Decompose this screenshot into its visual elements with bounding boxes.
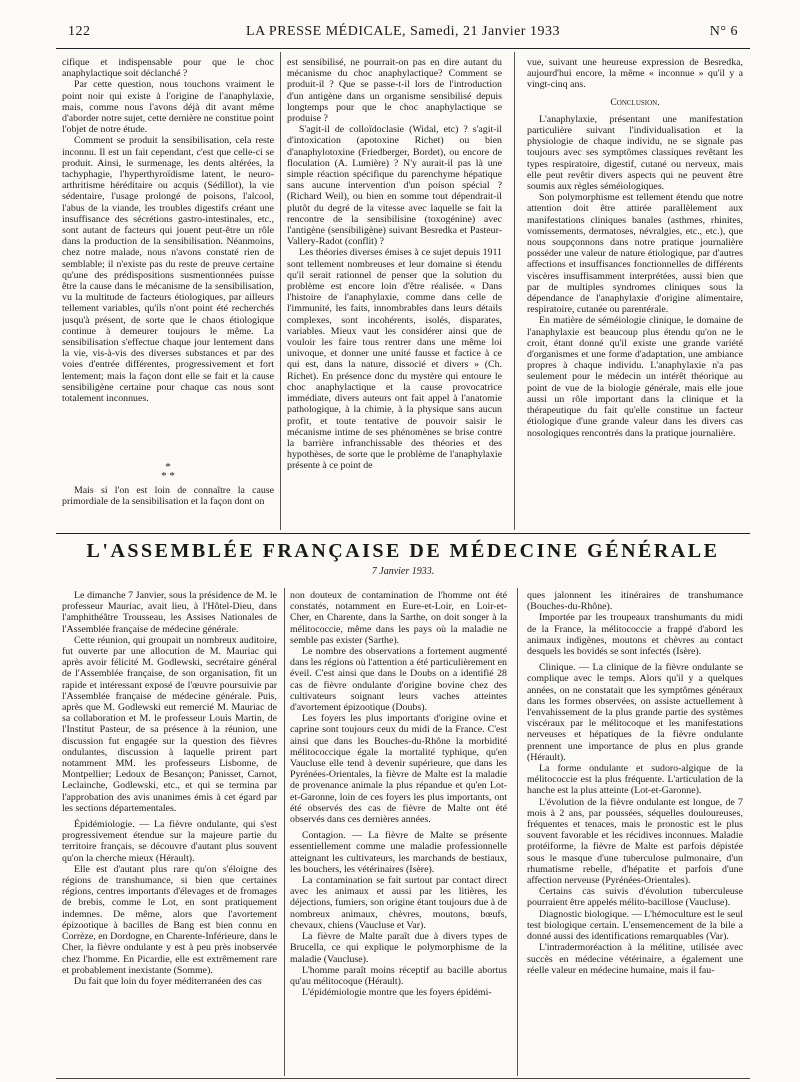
paragraph: La contamination se fait surtout par contact direct avec les animaux et aussi par les litières, les déjections, fumiers, son origine étant toujours due à de nombreux animaux, chèvres, moutons, bœufs, chevaux, chiens (Vaucluse et Var). xyxy=(290,875,507,931)
journal-title: LA PRESSE MÉDICALE, Samedi, 21 Janvier 1933 xyxy=(246,24,560,39)
paragraph: L'anaphylaxie, présentant une manifestation particulière suivant l'individualisation et la physiologie de chaque individu, ne se signale pas toujours avec ses symptômes classiques revêtant les types respiratoire, digestif, cutané ou nerveux, mais elle peut revêtir divers aspects qui ne peuvent être soumis aux règles séméiologiques. xyxy=(527,113,743,193)
paragraph: Par cette question, nous touchons vraiment le point noir qui existe à l'origine de l'anaphylaxie, mais, comme nous l'avons déjà dit avant même d'aborder notre sujet, cette dernière ne constitue point l'objet de notre étude. xyxy=(62,79,274,136)
paragraph: non douteux de contamination de l'homme ont été constatés, notamment en Eure-et-Loir, en Loir-et-Cher, en Charente, dans la Sarthe, on doit songer à la mélitococcie, même dans les pays où la maladie ne semble pas exister (Sarthe). xyxy=(290,590,507,646)
paragraph: Comment se produit la sensibilisation, cela reste inconnu. Il est un fait cependant, c'est que celle-ci se produit. Ainsi, le surmenage, les dents altérées, la tachyphagie, l'hyperthyroïdisme latent, le neuro-arthritisme héréditaire ou acquis (Sédillot), la vie sédentaire, l'usage prolongé de poisons, l'alcool, l'abus de la viande, les troubles digestifs créant une insuffisance des sécrétions gastro-intestinales, etc., sont autant de facteurs qui jouent peut-être un rôle dans la production de la sensibilisation. Néanmoins, chez notre malade, nous n'avons constaté rien de semblable; il n'existe pas du reste de preuve certaine qu'une des prédispositions susmentionnées puisse être la cause dans le mécanisme de la sensibilisation, vu la multitude de facteurs étiologiques, par ailleurs tellement variables, qu'ils n'ont point été recherchés jusqu'à présent, de sorte que le chaos étiologique continue à demeurer toujours le même. La sensibilisation s'effectue chaque jour lentement dans la vie, vis-à-vis des diverses substances et par des voies d'entrée différentes, progressivement et fort lentement; mais la façon dont elle se fait et la cause sensibiligène certaine pour chaque cas nous sont totalement inconnues. xyxy=(62,135,274,405)
paragraph: Le nombre des observations a fortement augmenté dans les régions où l'attention a été particulièrement en éveil. C'est ainsi que dans le Doubs on a identifié 28 cas de fièvre ondulante d'origine bovine chez des cultivateurs soignant leurs vaches atteintes d'avortement épizootique (Doubs). xyxy=(290,646,507,714)
article-title: L'ASSEMBLÉE FRANÇAISE DE MÉDECINE GÉNÉRALE xyxy=(86,540,720,562)
paragraph: vue, suivant une heureuse expression de Besredka, aujourd'hui encore, la même « inconnue » qu'il y a vingt-cinq ans. xyxy=(527,57,743,91)
paragraph: Elle est d'autant plus rare qu'on s'éloigne des régions de transhumance, si bien que certaines régions, centres importants d'élevages et de fromages de brebis, comme le Lot, en sont pratiquement indemnes. De même, alors que l'avortement épizootique à bacilles de Bang est bien connu en Corrèze, en Dordogne, en Charente-Inférieure, dans le Cher, la fièvre ondulante y est à peu près inobservée chez l'homme. En Picardie, elle est extrêmement rare et probablement inexistante (Somme). xyxy=(62,863,277,976)
paragraph: Clinique. — La clinique de la fièvre ondulante se complique avec le temps. Alors qu'il y a quelques années, on ne constatait que les symptômes généraux dans les formes observées, on assiste actuellement à l'envahissement de la plus grande partie des systèmes viscéraux par le mélitocoque et les manifestations nerveuses et hépatiques de la fièvre ondulante prennent une importance de plus en plus grande (Hérault). xyxy=(527,662,743,763)
paragraph: Le dimanche 7 Janvier, sous la présidence de M. le professeur Mauriac, avait lieu, à l'Hôtel-Dieu, dans l'amphithéâtre Trousseau, les Assises Nationales de l'Assemblée française de médecine générale. xyxy=(62,590,277,635)
column-divider xyxy=(517,588,518,1076)
paragraph: cifique et indispensable pour que le choc anaphylactique soit déclanché ? xyxy=(62,57,274,80)
paragraph: L'intradermoréaction à la mélitine, utilisée avec succès en médecine vétérinaire, a également une réelle valeur en médecine humaine, mais il fau- xyxy=(527,942,743,976)
column-divider xyxy=(284,588,285,1076)
paragraph: Les théories diverses émises à ce sujet depuis 1911 sont tellement nombreuses et leur domaine si étendu qu'il serait rationnel de penser que la solution du problème est encore loin d'être réalisée. « Dans l'histoire de l'anaphylaxie, comme dans celle de l'immunité, les faits, innombrables dans leurs détails complexes, sont incohérents, isolés, disparates, variables. Mieux vaut les considérer ainsi que de vouloir les faire tous rentrer dans une même loi univoque, et donner une unité fausse et factice à ce qui est, dans la nature, dissocié et divers » (Ch. Richet). En présence donc du mystère qui entoure le choc anaphylactique et la cause provocatrice immédiate, divers auteurs ont fait appel à l'anatomie pathologique, à la chimie, à la physique sans aucun profit, et toute tentative de pouvoir saisir le mécanisme intime de ses phénomènes se brise contre la barrière infranchissable des théories et des hypothèses, de sorte que le problème de l'anaphylaxie présente à ce point de xyxy=(287,247,502,472)
paragraph: En matière de séméiologie clinique, le domaine de l'anaphylaxie est beaucoup plus étendu qu'on ne le croit, étant donné qu'il existe une grande variété d'organismes et une forme d'adaptation, une ambiance propres à chaque individu. L'anaphylaxie n'a pas seulement pour le médecin un intérêt théorique au point de vue de la biologie générale, mais elle joue aussi un rôle important dans la clinique et la thérapeutique du fait qu'elle constitue un facteur étiologique d'une grande valeur dans les divers cas nosologiques rencontrés dans la pratique journalière. xyxy=(527,315,743,439)
paragraph: S'agit-il de colloïdoclasie (Widal, etc) ? s'agit-il d'intoxication (apotoxine Richet) ou bien d'anaphylotoxine (Friedberger, Bordet), ou encore de floculation (A. Lumière) ? N'y aurait-il pas là une simple réaction spécifique du parenchyme hépatique sans aucune intervention d'un poison spécial ? (Richard Weil), ou bien en somme tout dépendrait-il plutôt du degré de la vitesse avec laquelle se fait la rencontre de la sensibilisine (toxogénine) avec l'antigène (sensibiligène) suivant Besredka et Pasteur-Vallery-Radot (conflit) ? xyxy=(287,124,502,248)
paragraph: ques jalonnent les itinéraires de transhumance (Bouches-du-Rhône). xyxy=(527,590,743,613)
paragraph: Certains cas suivis d'évolution tuberculeuse pourraient être appelés mélito-bacillose (Vaucluse). xyxy=(527,886,743,909)
paragraph: L'homme paraît moins réceptif au bacille abortus qu'au mélitocoque (Hérault). xyxy=(290,964,507,987)
article-column-2 xyxy=(290,590,507,1070)
bottom-rule xyxy=(56,1078,750,1079)
column-divider xyxy=(280,52,281,530)
paragraph: Mais si l'on est loin de connaître la cause primordiale de la sensibilisation et la façon dont on xyxy=(62,485,274,508)
top-column-1 xyxy=(62,57,274,508)
top-column-2 xyxy=(287,57,502,527)
paragraph: Cette réunion, qui groupait un nombreux auditoire, fut ouverte par une allocution de M. Mauriac qui après avoir félicité M. Godlewski, secrétaire général de l'Assemblée française, de son organisation, fit un rapide et intéressant exposé de l'œuvre poursuivie par l'Assemblée française de médecine générale. Puis, après que M. Godlewski eut remercié M. Mauriac de sa collaboration et M. le professeur Louis Martin, de l'Institut Pasteur, de sa présence à la réunion, une discussion fut engagée sur la question des fièvres ondulantes, discussion à laquelle prirent part notamment MM. les professeurs Lisbonne, de Montpellier; Ledoux de Besançon; Panisset, Carnot, Leclainche, Godlewski, etc., et qui se termina par l'approbation des avis unanimes émis à cet égard par les sections départementales. xyxy=(62,634,277,814)
paragraph: Son polymorphisme est tellement étendu que notre attention doit être attirée parallèlement aux manifestations cliniques banales (asthmes, rhinites, vomissements, dermatoses, névralgies, etc., etc.), que nous soupçonnons dans notre pratique journalière posséder une valeur de nature étiologique, par d'autres affections et insuffisances fonctionnelles de différents viscères insuffisamment interprétées, aussi bien que par de multiples syndromes cliniques sous la dépendance de l'anaphylaxie d'origine alimentaire, respiratoire, cutanée ou parentérale. xyxy=(527,192,743,316)
article-separator-rule xyxy=(56,533,750,534)
paragraph: Les foyers les plus importants d'origine ovine et caprine sont toujours ceux du midi de la France. C'est ainsi que dans les Bouches-du-Rhône la morbidité mélitococcique égale la mortalité typhique, qu'en Vaucluse elle tend à devenir supérieure, que dans les Pyrénées-Orientales, la fièvre de Malte est la maladie de provenance animale la plus répandue et qu'en Lot-et-Garonne, loin de ces foyers les plus importants, ont été observés des cas de fièvre de Malte ont été observés dans ces dernières années. xyxy=(290,713,507,826)
paragraph: est sensibilisé, ne pourrait-on pas en dire autant du mécanisme du choc anaphylactique? Comment se produit-il ? Que se passe-t-il lors de l'introduction d'un antigène dans un organisme sensibilisé depuis longtemps pour que le choc anaphylactique se produise ? xyxy=(287,57,502,125)
article-column-3 xyxy=(527,590,743,1070)
column-divider xyxy=(514,52,515,530)
section-asterisks xyxy=(62,463,274,481)
running-header xyxy=(68,24,738,44)
article-column-1 xyxy=(62,590,277,1070)
top-column-3 xyxy=(527,57,743,535)
paragraph: La fièvre de Malte paraît due à divers types de Brucella, ce qui explique le polymorphisme de la maladie (Vaucluse). xyxy=(290,931,507,965)
paragraph: L'évolution de la fièvre ondulante est longue, de 7 mois à 2 ans, par poussées, séquelles douloureuses, fréquentes et tenaces, mais le pronostic est le plus souvent favorable et les récidives inconnues. Maladie protéiforme, la fièvre de Malte est parfois dépistée sous le masque d'une tuberculose pulmonaire, d'un rhumatisme rebelle, d'hépatite et parfois d'une affection nerveuse (Pyrénées-Orientales). xyxy=(527,796,743,887)
paragraph: Importée par les troupeaux transhumants du midi de la France, la mélitococcie a frappé d'abord les animaux indigènes, moutons et chèvres au contact desquels les bovidés se sont infectés (Isère). xyxy=(527,612,743,658)
paragraph: L'épidémiologie montre que les foyers épidémi- xyxy=(302,987,492,999)
paragraph: La forme ondulante et sudoro-algique de la mélitococcie est la plus fréquente. L'articulation de la hanche est la plus atteinte (Lot-et-Garonne). xyxy=(527,763,743,797)
page-number: 122 xyxy=(68,24,91,39)
top-column-1-end xyxy=(62,485,274,515)
conclusion-heading: Conclusion. xyxy=(610,96,660,108)
article-date: 7 Janvier 1933. xyxy=(371,566,435,577)
asterism: * * * xyxy=(161,461,175,482)
paragraph: Diagnostic biologique. — L'hémoculture est le seul test biologique certain. L'ensemencement de la bile a donné aussi des identifications remarquables (Var). xyxy=(527,908,743,943)
paragraph: Contagion. — La fièvre de Malte se présente essentiellement comme une maladie professionnelle atteignant les cultivateurs, les marchands de bestiaux, les bouchers, les vétérinaires (Isère). xyxy=(290,830,507,875)
paragraph: Du fait que loin du foyer méditerranéen des cas xyxy=(74,975,262,987)
header-rule xyxy=(56,48,750,49)
issue-number: N° 6 xyxy=(709,24,738,39)
paragraph: Épidémiologie. — La fièvre ondulante, qui s'est progressivement étendue sur la majeure partie du territoire français, se découvre d'autant plus souvent qu'on la cherche mieux (Hérault). xyxy=(62,819,277,864)
